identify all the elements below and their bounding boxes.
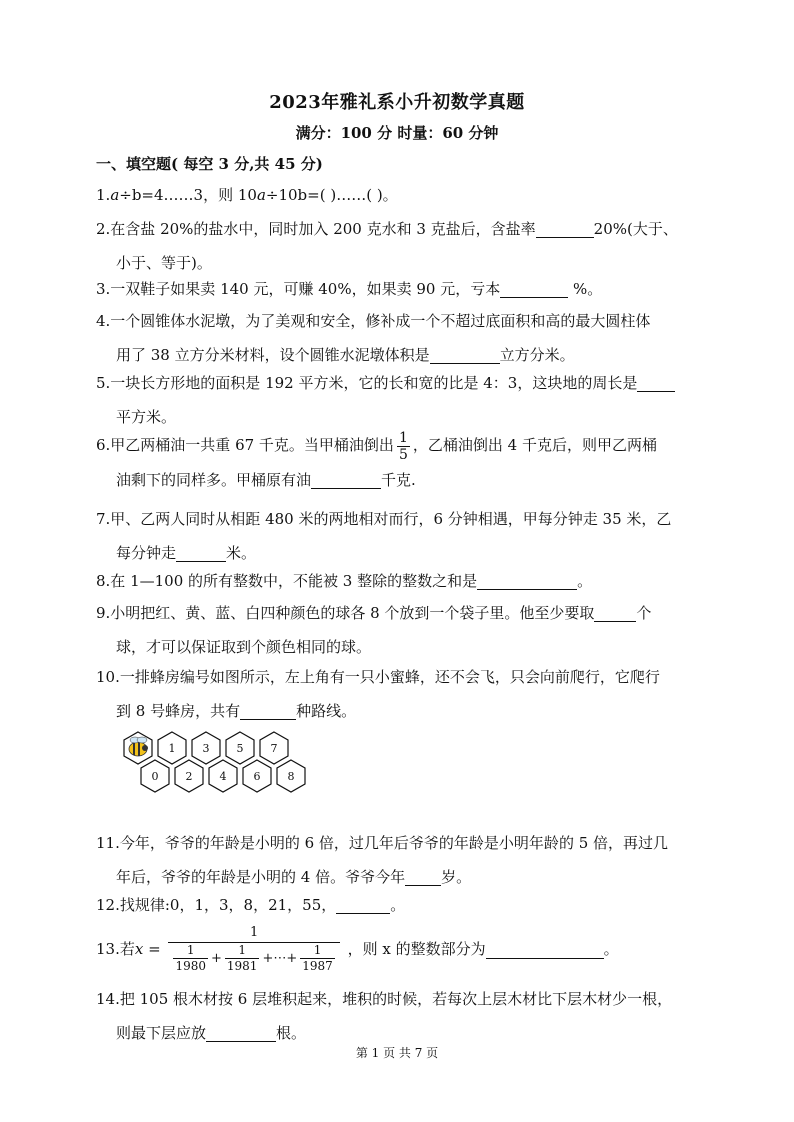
answer-blank[interactable]	[536, 219, 594, 238]
answer-blank[interactable]	[176, 543, 226, 562]
question-14: 14.把 105 根木材按 6 层堆积起来，堆积的时候，若每次上层木材比下层木材少一根， 则最下层应放 根。	[96, 990, 673, 1042]
answer-blank[interactable]	[430, 345, 500, 364]
cell-label: 0	[151, 770, 159, 783]
answer-blank[interactable]	[486, 940, 604, 959]
cell-label: 7	[270, 742, 278, 755]
cell-label: 1	[168, 742, 176, 755]
honeycomb-figure	[120, 730, 330, 810]
question-1: 1.a÷b=4……3，则 10a÷10b=( )……( )。	[96, 186, 398, 204]
question-10: 10.一排蜂房编号如图所示，左上角有一只小蜜蜂，还不会飞，只会向前爬行，它爬行 到 8 号蜂房，共有 种路线。	[96, 668, 660, 720]
question-5: 5.一块长方形地的面积是 192 平方米，它的长和宽的比是 4：3，这块地的周长是 平方米。	[96, 366, 696, 434]
question-3: 3.一双鞋子如果卖 140 元，可赚 40%，如果卖 90 元，亏本 %。	[96, 280, 603, 298]
continued-fraction: 1 $\frac{1}{1980}$ + $\frac{1}{1981}$ +⋯+ $\frac{1}{1987}$	[168, 924, 339, 974]
section-heading: 一、填空题( 每空 3 分,共 45 分)	[96, 155, 323, 173]
answer-blank[interactable]	[405, 867, 441, 886]
answer-blank[interactable]	[311, 470, 381, 489]
answer-blank[interactable]	[637, 373, 675, 392]
fraction: $\frac{1}{5}$	[398, 429, 408, 463]
answer-blank[interactable]	[336, 895, 390, 914]
question-12: 12.找规律:0，1，3，8，21，55， 。	[96, 896, 406, 914]
cell-label: 3	[202, 742, 210, 755]
question-13: 13.若x = 1 $\frac{1}{1980}$ + $\frac{1}{1981}$ +⋯+ $\frac{1}{1987}$ ，则 x 的整数部分为 。	[96, 925, 619, 973]
answer-blank[interactable]	[240, 701, 296, 720]
question-11: 11.今年，爷爷的年龄是小明的 6 倍，过几年后爷爷的年龄是小明年龄的 5 倍，再过几 年后，爷爷的年龄是小明的 4 倍。爷爷今年 岁。	[96, 834, 669, 886]
answer-blank[interactable]	[594, 603, 636, 622]
bee-icon	[129, 737, 148, 756]
answer-blank[interactable]	[477, 571, 577, 590]
cell-label: 5	[236, 742, 244, 755]
page-footer: 第 1 页 共 7 页	[355, 1046, 439, 1060]
cell-label: 8	[287, 770, 295, 783]
question-7: 7.甲、乙两人同时从相距 480 米的两地相对而行，6 分钟相遇，甲每分钟走 35 米，乙 每分钟走 米。	[96, 510, 672, 562]
answer-blank[interactable]	[500, 279, 568, 298]
answer-blank[interactable]	[206, 1023, 276, 1042]
cell-label: 4	[219, 770, 227, 783]
question-8: 8.在 1—100 的所有整数中，不能被 3 整除的整数之和是 。	[96, 572, 593, 590]
cell-label: 6	[253, 770, 261, 783]
page-title: 2023年雅礼系小升初数学真题	[269, 92, 525, 113]
cell-label: 2	[185, 770, 193, 783]
question-2: 2.在含盐 20%的盐水中，同时加入 200 克水和 3 克盐后，含盐率 20%(大于、 小于、等于)。	[96, 220, 678, 272]
question-9: 9.小明把红、黄、蓝、白四种颜色的球各 8 个放到一个袋子里。他至少要取 个 球，才可以保证取到个颜色相同的球。	[96, 604, 652, 656]
question-4: 4.一个圆锥体水泥墩，为了美观和安全，修补成一个不超过底面积和高的最大圆柱体 用了 38 立方分米材料，设个圆锥水泥墩体积是 立方分米。	[96, 312, 651, 364]
score-time-line: 满分：100 分 时量：60 分钟	[295, 124, 499, 142]
question-6: 6.甲乙两桶油一共重 67 千克。当甲桶油倒出 $\frac{1}{5}$ ，乙桶油倒出 4 千克后，则甲乙两桶 油剩下的同样多。甲桶原有油 千克.	[96, 429, 657, 489]
